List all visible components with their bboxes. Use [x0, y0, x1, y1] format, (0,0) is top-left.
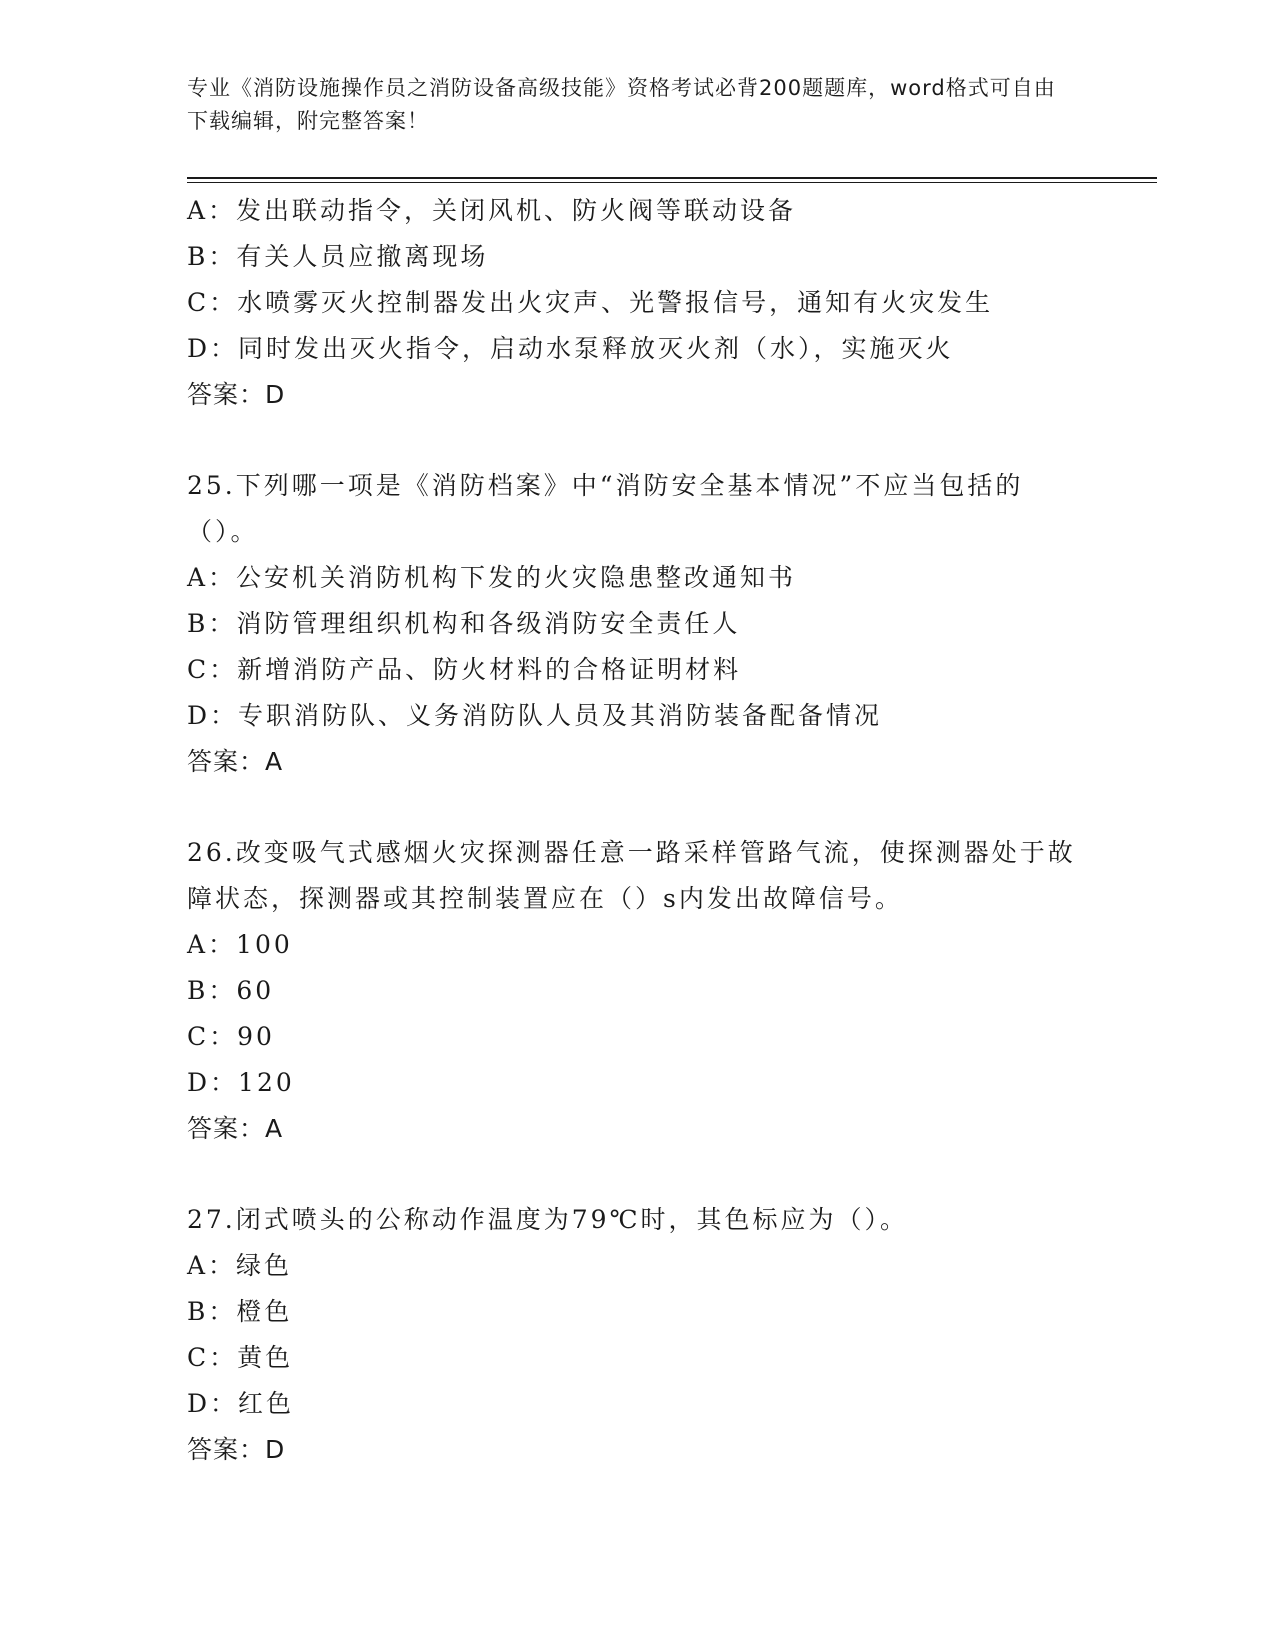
option-d: D：同时发出灭火指令，启动水泵释放灭火剂（水），实施灭火 [187, 334, 954, 363]
option-b: B：消防管理组织机构和各级消防安全责任人 [187, 609, 741, 638]
question-25 [187, 463, 1087, 785]
question-24 [187, 188, 1087, 418]
question-27 [187, 1197, 1087, 1473]
header-divider-thick [187, 177, 1157, 179]
question-stem: 27.闭式喷头的公称动作温度为79℃时，其色标应为（）。 [187, 1205, 909, 1234]
option-d: D：专职消防队、义务消防队人员及其消防装备配备情况 [187, 701, 883, 730]
option-b: B：橙色 [187, 1297, 293, 1326]
option-b: B：60 [187, 976, 275, 1005]
answer: 答案：D [187, 380, 286, 409]
option-a: A：100 [187, 930, 293, 959]
question-26 [187, 830, 1087, 1152]
option-b: B：有关人员应撤离现场 [187, 242, 489, 271]
option-c: C：新增消防产品、防火材料的合格证明材料 [187, 655, 742, 684]
option-a: A：公安机关消防机构下发的火灾隐患整改通知书 [187, 563, 797, 592]
option-c: C：黄色 [187, 1343, 294, 1372]
option-a: A：发出联动指令，关闭风机、防火阀等联动设备 [187, 196, 797, 225]
option-c: C：90 [187, 1022, 275, 1051]
question-list [187, 188, 1087, 1473]
answer: 答案：A [187, 747, 284, 776]
question-stem: 25.下列哪一项是《消防档案》中“消防安全基本情况”不应当包括的（）。 [187, 471, 1024, 546]
option-d: D：红色 [187, 1389, 295, 1418]
header-divider-thin [187, 182, 1157, 183]
answer: 答案：D [187, 1435, 286, 1464]
question-stem: 26.改变吸气式感烟火灾探测器任意一路采样管路气流，使探测器处于故障状态，探测器或其控制装置应在（）s内发出故障信号。 [187, 838, 1076, 913]
document-header: 专业《消防设施操作员之消防设备高级技能》资格考试必背200题题库，word格式可自由下载编辑，附完整答案！ [187, 76, 1056, 133]
option-c: C：水喷雾灭火控制器发出火灾声、光警报信号，通知有火灾发生 [187, 288, 994, 317]
option-d: D：120 [187, 1068, 295, 1097]
option-a: A：绿色 [187, 1251, 293, 1280]
answer: 答案：A [187, 1114, 284, 1143]
